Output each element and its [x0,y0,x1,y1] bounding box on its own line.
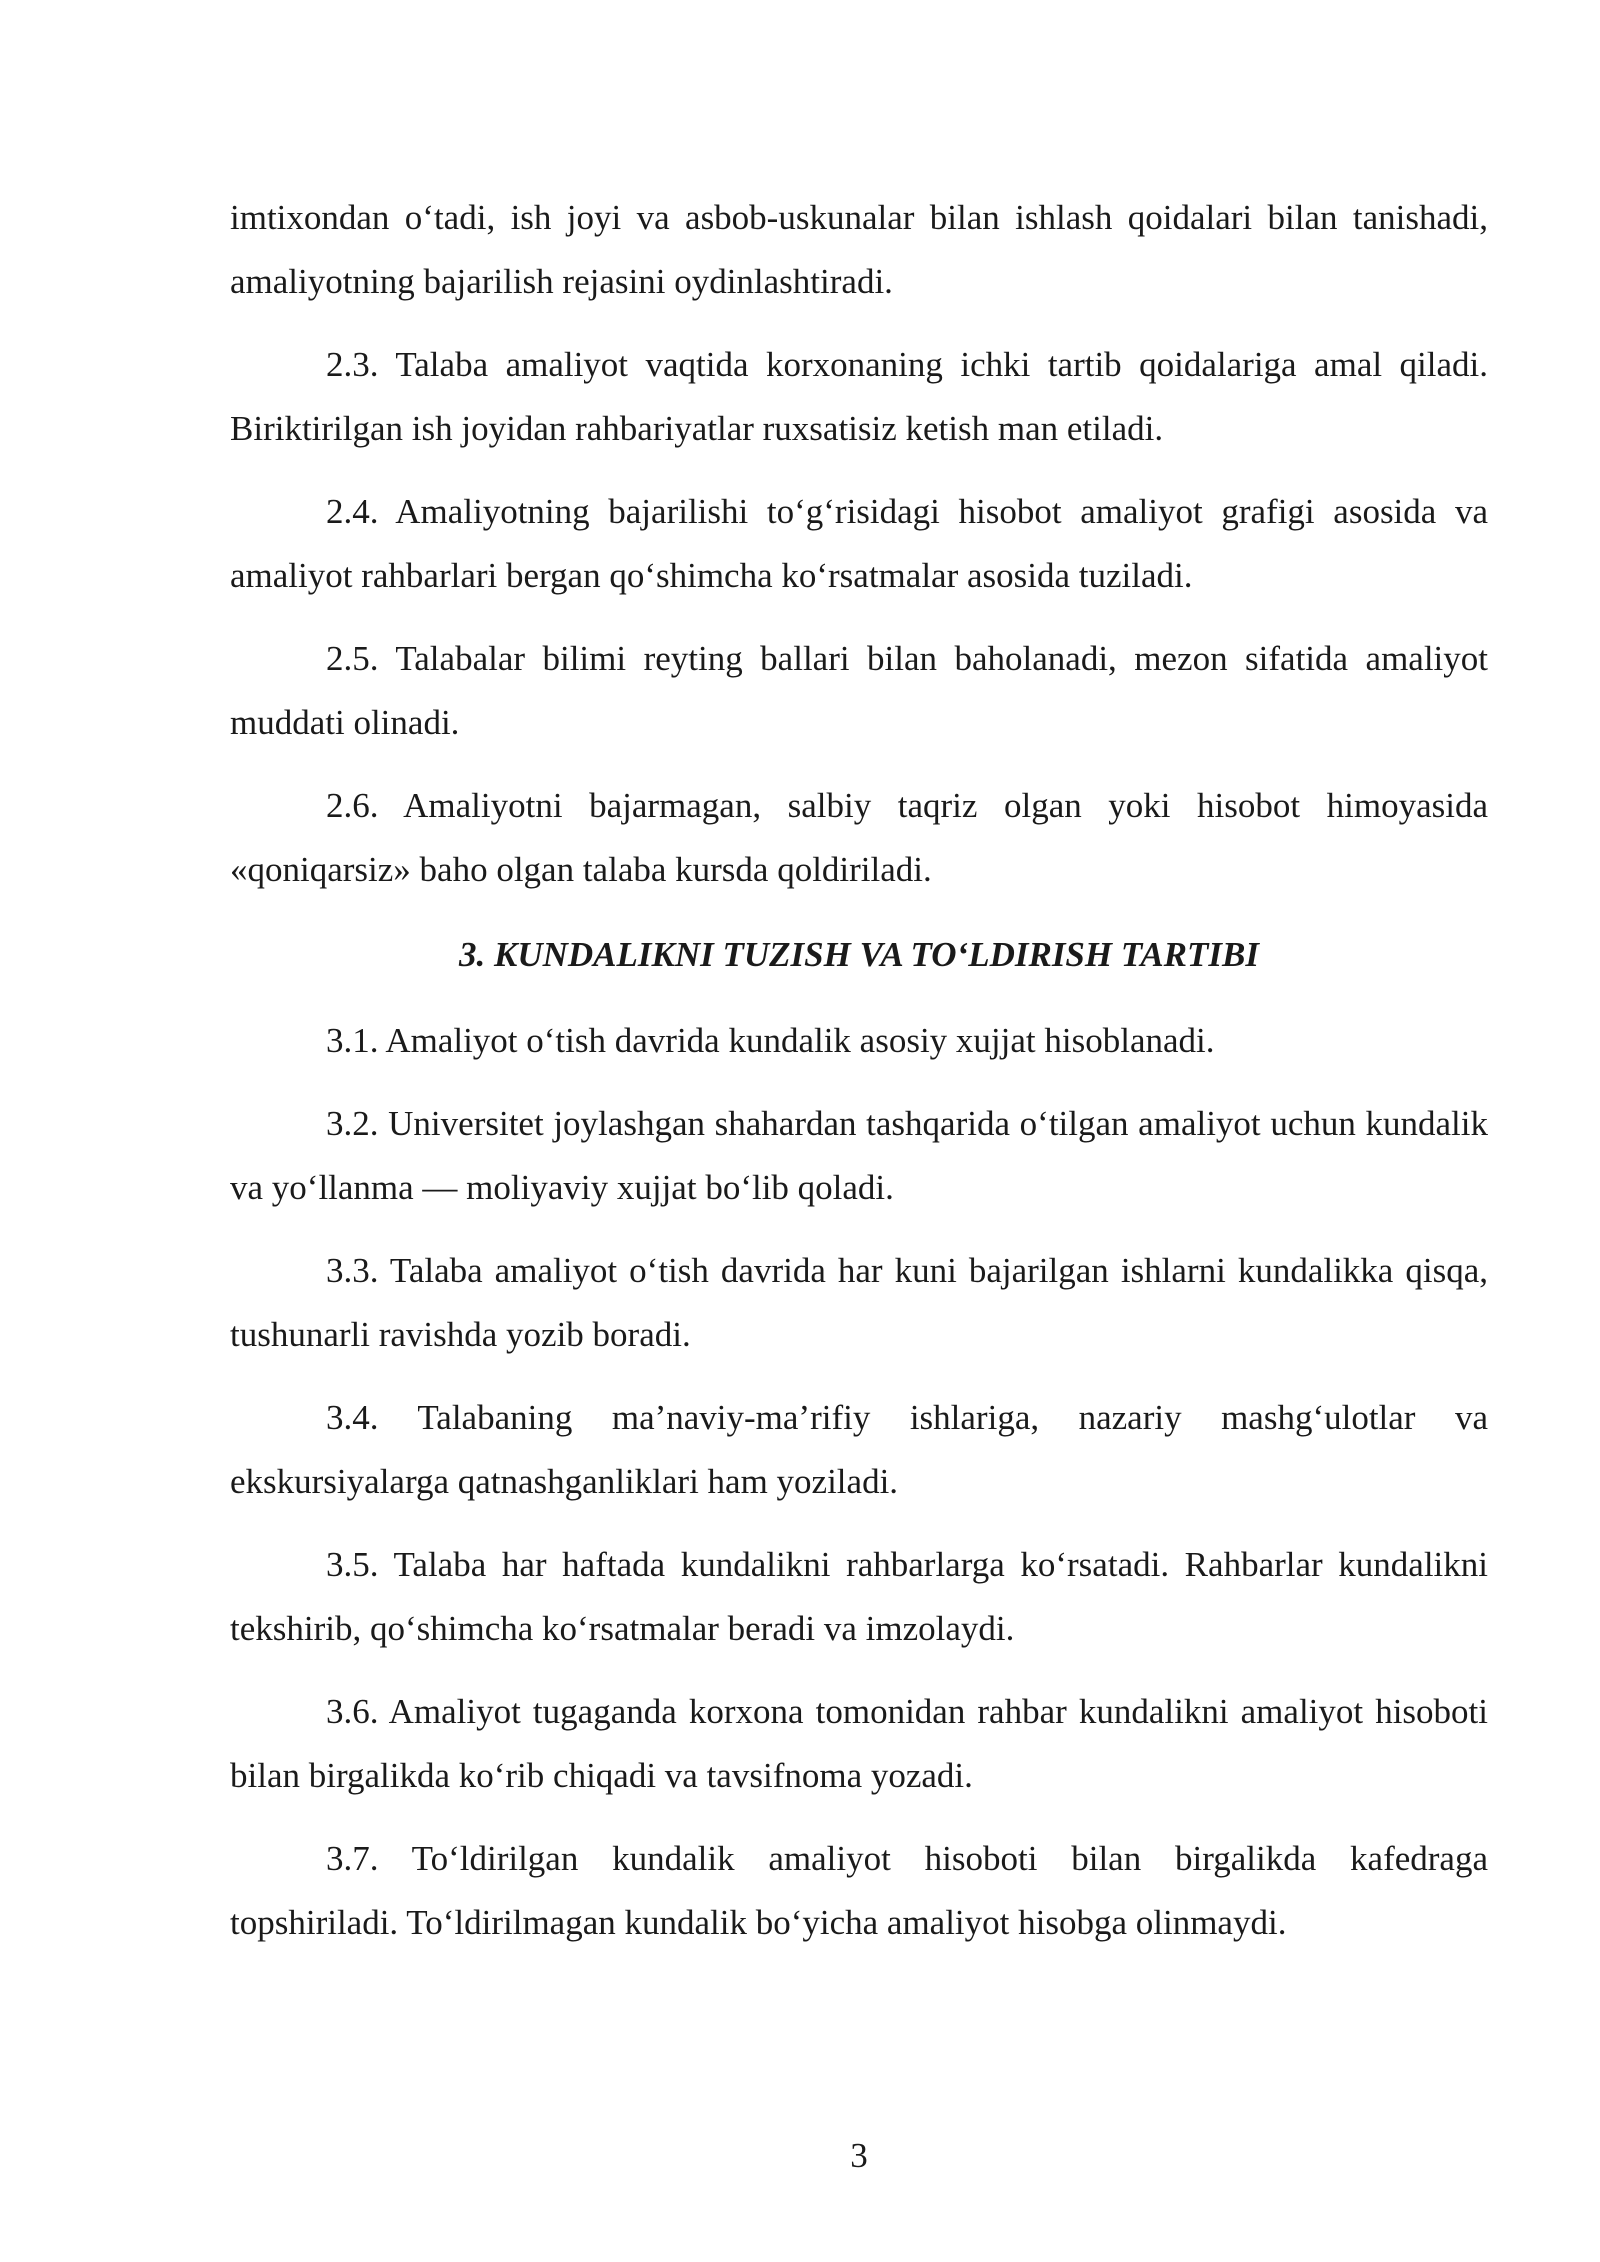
page-number: 3 [850,2136,868,2175]
paragraph-3-2: 3.2. Universitet joylashgan shahardan tashqarida o‘tilgan amaliyot uchun kundalik va yo‘llanma — moliyaviy xujjat bo‘lib qoladi. [230,1104,1488,1207]
paragraph-continuation: imtixondan o‘tadi, ish joyi va asbob-uskunalar bilan ishlash qoidalari bilan tanishadi, amaliyotning bajarilish rejasini oydinlashtiradi. [230,198,1488,301]
paragraph-3-3: 3.3. Talaba amaliyot o‘tish davrida har kuni bajarilgan ishlarni kundalikka qisqa, tushunarli ravishda yozib boradi. [230,1251,1488,1354]
paragraph-3-7: 3.7. To‘ldirilgan kundalik amaliyot hisoboti bilan birgalikda kafedraga topshiriladi. To‘ldirilmagan kundalik bo‘yicha amaliyot hisobga olinmaydi. [230,1839,1488,1942]
paragraph-3-4: 3.4. Talabaning ma’naviy-ma’rifiy ishlariga, nazariy mashg‘ulotlar va ekskursiyalarga qatnashganliklari ham yoziladi. [230,1398,1488,1501]
paragraph-2-6: 2.6. Amaliyotni bajarmagan, salbiy taqriz olgan yoki hisobot himoyasida «qoniqarsiz» baho olgan talaba kursda qoldiriladi. [230,786,1488,889]
paragraph-3-5: 3.5. Talaba har haftada kundalikni rahbarlarga ko‘rsatadi. Rahbarlar kundalikni tekshirib, qo‘shimcha ko‘rsatmalar beradi va imzolaydi. [230,1545,1488,1648]
paragraph-2-3: 2.3. Talaba amaliyot vaqtida korxonaning ichki tartib qoidalariga amal qiladi. Biriktirilgan ish joyidan rahbariyatlar ruxsatisiz ketish man etiladi. [230,345,1488,448]
paragraph-2-4: 2.4. Amaliyotning bajarilishi to‘g‘risidagi hisobot amaliyot grafigi asosida va amaliyot rahbarlari bergan qo‘shimcha ko‘rsatmalar asosida tuziladi. [230,492,1488,595]
paragraph-3-1: 3.1. Amaliyot o‘tish davrida kundalik asosiy xujjat hisoblanadi. [326,1021,1215,1060]
document-page [230,186,1488,1974]
paragraph-3-6: 3.6. Amaliyot tugaganda korxona tomonidan rahbar kundalikni amaliyot hisoboti bilan birgalikda ko‘rib chiqadi va tavsifnoma yozadi. [230,1692,1488,1795]
paragraph-2-5: 2.5. Talabalar bilimi reyting ballari bilan baholanadi, mezon sifatida amaliyot muddati olinadi. [230,639,1488,742]
section-heading: 3. KUNDALIKNI TUZISH VA TO‘LDIRISH TARTIBI [459,935,1259,974]
